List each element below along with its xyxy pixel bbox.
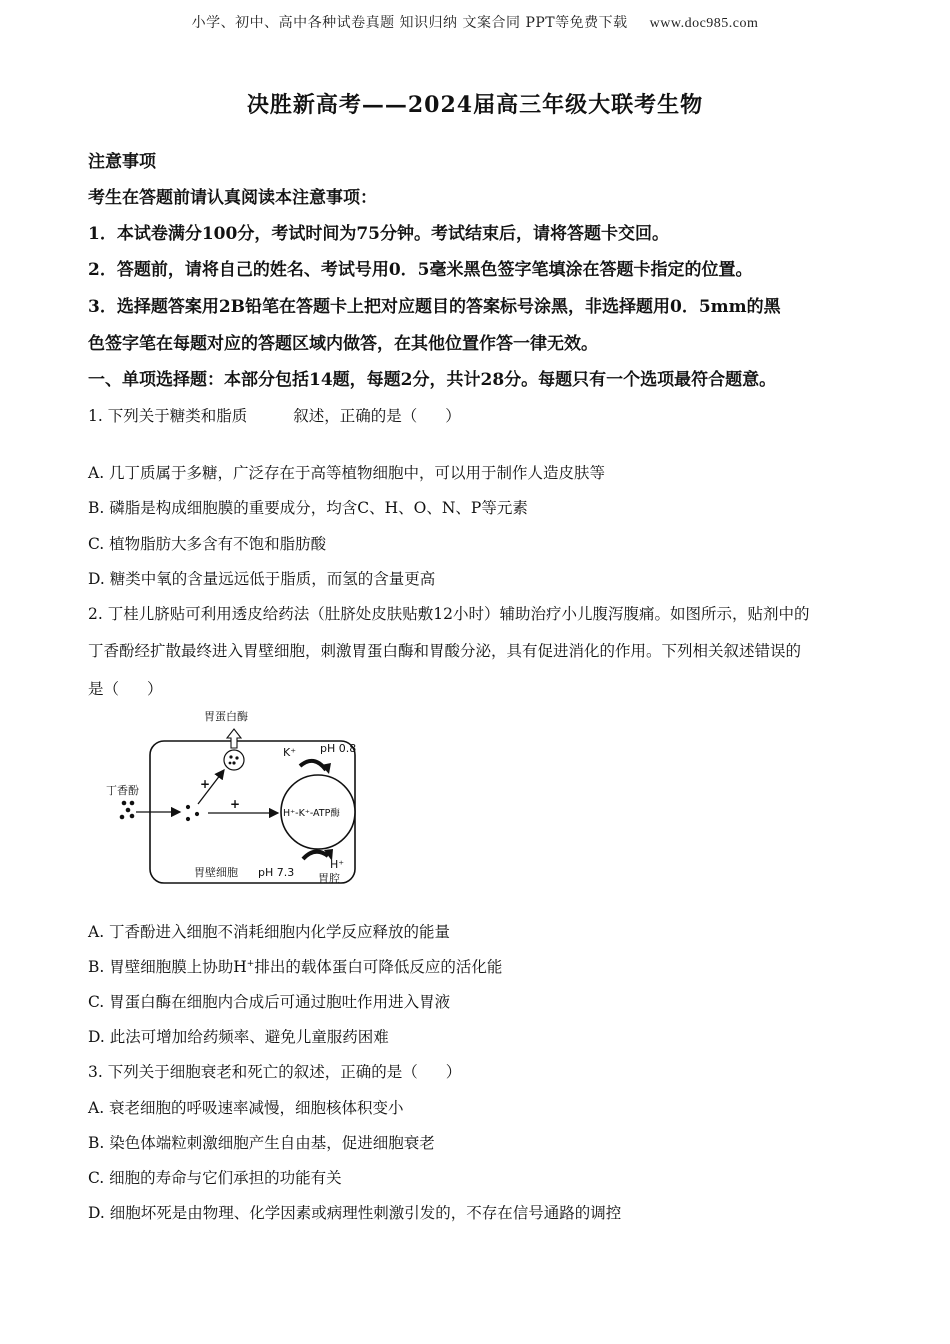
q2-option-b-post: 排出的载体蛋白可降低反应的活化能	[254, 958, 503, 976]
q2-option-b-pre: B. 胃壁细胞膜上协助H	[88, 958, 247, 976]
q1-stem-c: ）	[445, 407, 461, 425]
h-efflux-arrow-icon	[303, 852, 328, 859]
plus-sign: +	[200, 777, 211, 791]
q3-stem-close: ）	[445, 1063, 462, 1081]
clove-label: 丁香酚	[106, 784, 139, 797]
q1-option-d: D. 糖类中氧的含量远远低于脂质，而氢的含量更高	[88, 570, 436, 588]
q2-option-c: C. 胃蛋白酶在细胞内合成后可通过胞吐作用进入胃液	[88, 993, 451, 1011]
cell-label: 胃壁细胞	[194, 866, 238, 879]
notice-item: 色签字笔在每题对应的答题区域内做答，在其他位置作答一律无效。	[88, 334, 598, 354]
notice-heading: 注意事项	[88, 152, 156, 172]
q1-stem-b: 叙述，正确的是（	[293, 407, 418, 425]
q2-stem-last-text: 是（	[88, 680, 120, 698]
lumen-label: 胃腔	[318, 872, 340, 885]
q1-option-b: B. 磷脂是构成细胞膜的重要成分，均含C、H、O、N、P等元素	[88, 499, 528, 517]
notice-item: 3．选择题答案用2B铅笔在答题卡上把对应题目的答案标号涂黑，非选择题用0．5mm的黑	[88, 297, 781, 317]
vesicle-icon	[224, 750, 244, 770]
q3-option-a: A. 衰老细胞的呼吸速率减慢，细胞核体积变小	[88, 1099, 404, 1117]
q1-stem-a: 1. 下列关于糖类和脂质	[88, 407, 248, 425]
ph-outer-label: pH 0.8	[320, 742, 357, 755]
header-text: 小学、初中、高中各种试卷真题 知识归纳 文案合同 PPT等免费下载	[191, 15, 628, 31]
q2-option-a: A. 丁香酚进入细胞不消耗细胞内化学反应释放的能量	[88, 923, 451, 941]
q2-option-b	[88, 955, 502, 977]
q2-stem-line: 丁香酚经扩散最终进入胃壁细胞，刺激胃蛋白酶和胃酸分泌，具有促进消化的作用。下列相关叙述错误的	[88, 642, 802, 660]
q3-option-d: D. 细胞坏死是由物理、化学因素或病理性刺激引发的，不存在信号通路的调控	[88, 1204, 622, 1222]
q2-option-b-sup: +	[246, 958, 255, 969]
clove-molecules-outside	[120, 801, 135, 820]
enzyme-label: 胃蛋白酶	[204, 710, 248, 723]
q1-option-c: C. 植物脂肪大多含有不饱和脂肪酸	[88, 535, 327, 553]
pump-label: H⁺-K⁺-ATP酶	[283, 808, 340, 819]
question-3-stem	[88, 1060, 461, 1082]
notice-intro: 考生在答题前请认真阅读本注意事项：	[88, 188, 377, 208]
section-heading: 一、单项选择题：本部分包括14题，每题2分，共计28分。每题只有一个选项最符合题意。	[88, 370, 777, 390]
page-header	[0, 12, 950, 32]
q2-stem-line: 2. 丁桂儿脐贴可利用透皮给药法（肚脐处皮肤贴敷12小时）辅助治疗小儿腹泻腹痛。如图所示，贴剂中的	[88, 605, 810, 623]
notice-item: 1．本试卷满分100分，考试时间为75分钟。考试结束后，请将答题卡交回。	[88, 224, 669, 244]
q3-option-c: C. 细胞的寿命与它们承担的功能有关	[88, 1169, 342, 1187]
h-label: H⁺	[330, 858, 345, 871]
q1-option-a: A. 几丁质属于多糖，广泛存在于高等植物细胞中，可以用于制作人造皮肤等	[88, 464, 606, 482]
q2-stem-close: ）	[147, 680, 163, 698]
secretion-arrow-icon	[227, 729, 241, 748]
k-label: K⁺	[283, 746, 297, 759]
question-1-stem	[88, 404, 461, 426]
q2-option-d: D. 此法可增加给药频率、避免儿童服药困难	[88, 1028, 389, 1046]
q3-option-b: B. 染色体端粒刺激细胞产生自由基，促进细胞衰老	[88, 1134, 435, 1152]
exam-title: 决胜新高考——2024届高三年级大联考生物	[246, 92, 704, 118]
notice-item: 2．答题前，请将自己的姓名、考试号用0．5毫米黑色签字笔填涂在答题卡指定的位置。	[88, 260, 753, 280]
stomach-cell-diagram	[100, 708, 370, 893]
plus-sign: +	[230, 797, 241, 811]
q3-stem-text: 3. 下列关于细胞衰老和死亡的叙述，正确的是（	[88, 1063, 418, 1081]
ph-inner-label: pH 7.3	[258, 866, 295, 879]
header-url[interactable]: www.doc985.com	[649, 16, 759, 31]
q2-stem-last	[88, 677, 163, 699]
clove-molecules-inside	[186, 805, 199, 821]
